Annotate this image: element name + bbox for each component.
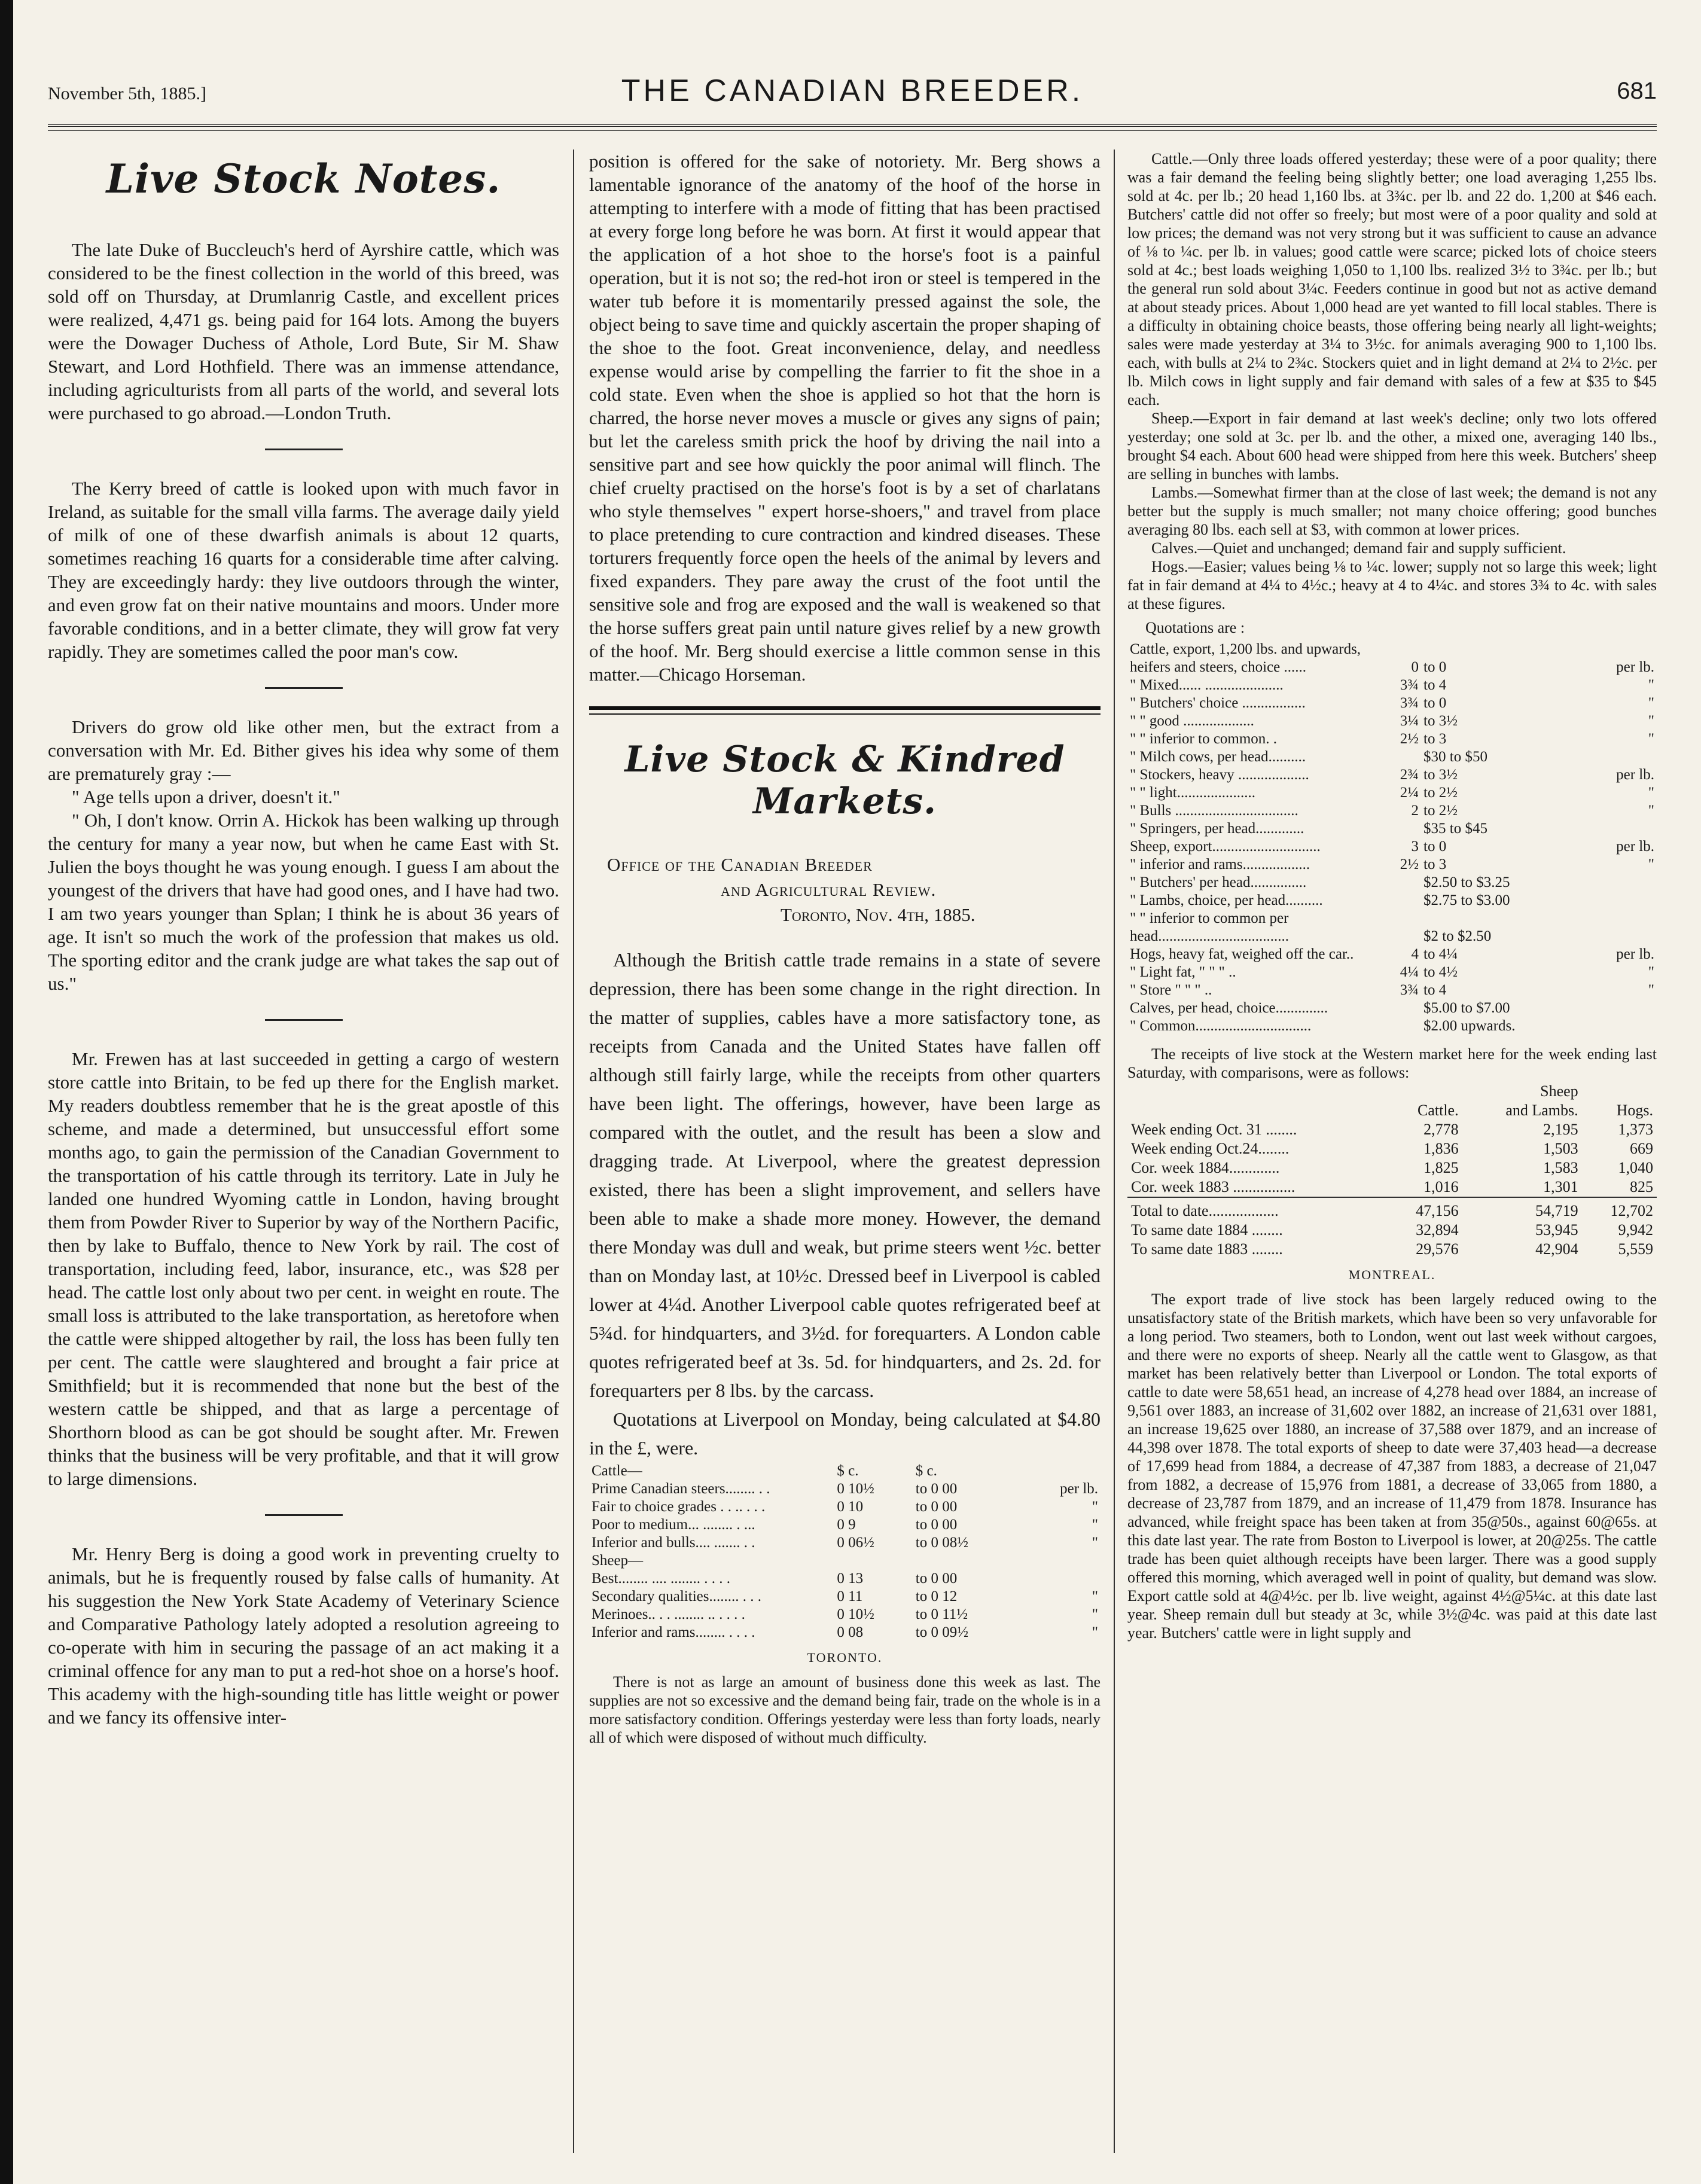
table-header-cell: Cattle— [592,1463,642,1479]
table-cell: To same date 1884 ........ [1131,1221,1283,1239]
table-cell: Total to date.................. [1127,1197,1387,1221]
table-cell: $35 to $45 [1423,820,1487,837]
table-cell [1584,748,1657,766]
office-line: Office of the Canadian Breeder [607,854,873,875]
table-cell: $2.50 to $3.25 [1423,874,1510,890]
table-cell: Week ending Oct. 31 ........ [1131,1121,1297,1138]
office-line: and Agricultural Review. [721,879,937,900]
table-cell: 2½ [1400,856,1419,873]
table-cell: " [1648,964,1654,980]
toronto-quotations-table [1127,640,1657,1035]
table-subheader-row [589,1552,1101,1570]
table-cell [1020,1570,1101,1588]
table-cell: 0 10 [837,1499,864,1515]
section-title-markets: Live Stock & Kindred Markets. [624,739,1065,822]
table-cell: " [1648,785,1654,801]
table-cell: 12,702 [1582,1197,1657,1221]
table-row [1127,1158,1657,1178]
table-cell: to 4¼ [1423,946,1458,962]
table-cell: " [1092,1499,1098,1515]
market-report-paragraph: Although the British cattle trade remains in a state of severe depression, there has been some change in the right direction. In the matter of supplies, cables have a more satisfactory tone, as receipts from Canada and the United States have fallen off although still fairly large, while the receipts from other quarters have been light. The offerings, however, have been large as compared with the outlet, and the result has been a slow and dragging trade. At Liverpool, where the greatest depression existed, there has been a slight improvement, and sellers have been able to make a shade more money. However, the demand there Monday was dull and weak, but prime steers went ½c. better than on Monday last, at 10½c. Dressed beef in Liverpool is cabled lower at 4¼d. Another Liverpool cable quotes refrigerated beef at 5¾d. for hindquarters, and 3½d. for forequarters. A London cable quotes refrigerated beef at 3s. 5d. for hindquarters, and 2s. 2d. for forequarters per 8 lbs. by the carcass. [589,949,1101,1401]
table-cell [1421,640,1584,658]
column-rule [573,150,574,2153]
liverpool-quotations-table [589,1462,1101,1642]
table-cell: 1,825 [1423,1159,1459,1176]
table-cell: Best........ .... ........ . . . . [592,1570,730,1587]
article-separator [265,1514,343,1516]
table-row [589,1588,1101,1606]
table-cell: 1,040 [1618,1159,1653,1176]
table-cell: Hogs, heavy fat, weighed off the car.. [1130,946,1354,962]
table-cell [1382,910,1421,928]
page-number: 681 [1617,78,1657,104]
table-row [1127,1240,1657,1259]
table-cell: to 2½ [1423,803,1458,819]
table-header-cell [1127,1082,1387,1101]
table-cell: head................................... [1130,928,1289,944]
table-cell: 0 10½ [837,1606,874,1622]
page-header [48,72,1657,120]
market-paragraph-lambs: Lambs.—Somewhat firmer than at the close of last week; the demand is not any better but the supply is much smaller; not many choice offering; good bunches averaging 80 lbs. each sell at $3, with common at lower prices. [1127,484,1657,538]
table-row [1127,1178,1657,1197]
table-cell: 1,301 [1543,1178,1578,1195]
table-cell: 0 9 [837,1517,856,1533]
table-header-cell: and Lambs. [1505,1102,1578,1119]
table-cell [1584,640,1657,658]
table-row [1127,694,1657,712]
table-cell: $2.75 to $3.00 [1423,892,1510,908]
table-cell: 0 08 [837,1624,864,1640]
table-cell: Prime Canadian steers........ . . [592,1481,770,1497]
table-subheader: Sheep— [592,1552,644,1569]
section-rule [589,713,1101,715]
table-cell: 1,016 [1423,1178,1459,1195]
table-cell: 0 13 [837,1570,864,1587]
article-paragraph: " Oh, I don't know. Orrin A. Hickok has been walking up through the century for many a year now, but when he came East with St. Julien the boys thought he was young enough. I guess I am about the youngest of the drivers that have had good ones, and I have had two. I am two years younger than Splan; I think he is about 36 years of age. It isn't so much the work of the profession that makes us old. The sporting editor and the crank judge are what takes the sap out of us." [48,810,559,994]
table-row [1127,1221,1657,1240]
table-row [1127,730,1657,748]
table-cell: to 0 [1423,659,1447,675]
table-cell: Merinoes.. . . ........ .. . . . . [592,1606,745,1622]
subsection-heading-montreal: MONTREAL. [1348,1267,1436,1282]
table-row [1127,784,1657,802]
table-cell: " " good ................... [1130,713,1254,729]
table-row [589,1480,1101,1498]
table-cell: per lb. [1060,1481,1098,1497]
table-cell: " Mixed...... ..................... [1130,677,1284,693]
table-cell: Inferior and bulls.... ....... . . [592,1535,755,1551]
table-cell: to 4 [1423,677,1447,693]
section-rule [589,706,1101,710]
table-cell: to 2½ [1423,785,1458,801]
table-cell: 2,778 [1423,1121,1459,1138]
table-cell: " Milch cows, per head.......... [1130,749,1306,765]
table-cell: Secondary qualities........ . . . [592,1588,761,1605]
table-cell: 825 [1630,1178,1653,1195]
table-cell: Cattle, export, 1,200 lbs. and upwards, [1130,641,1361,657]
table-cell: to 0 [1423,695,1447,711]
table-cell: " [1648,982,1654,998]
table-cell: 2¾ [1400,767,1419,783]
article-separator [265,1019,343,1021]
table-cell: to 0 12 [915,1588,958,1605]
table-cell: " Bulls ................................. [1130,803,1298,819]
section-title-live-stock-notes: Live Stock Notes. [106,155,501,202]
table-header-cell: $ c. [915,1463,937,1479]
table-cell: 3¾ [1400,695,1419,711]
table-cell: 2¼ [1400,785,1419,801]
table-cell: per lb. [1616,946,1654,962]
table-row [1127,945,1657,963]
table-row [1127,748,1657,766]
table-cell: " " light..................... [1130,785,1255,801]
receipts-intro: The receipts of live stock at the Western market here for the week ending last Saturday, with comparisons, were as follows: [1127,1045,1657,1081]
table-cell: to 3½ [1423,713,1458,729]
table-cell: 32,894 [1416,1221,1459,1239]
table-cell: 4¼ [1400,964,1419,980]
table-row [1127,1120,1657,1139]
table-cell: " " inferior to common. . [1130,731,1278,747]
table-header-cell: Hogs. [1616,1102,1653,1119]
table-row [1127,802,1657,820]
table-row [589,1534,1101,1552]
table-cell: " Stockers, heavy ................... [1130,767,1309,783]
table-cell: 3¾ [1400,677,1419,693]
table-row [1127,658,1657,676]
table-row [1127,838,1657,856]
table-row [1127,712,1657,730]
table-cell: 3 [1411,838,1419,855]
table-row [1127,820,1657,838]
table-row [1127,874,1657,892]
table-row [1127,963,1657,981]
table-row [1127,1017,1657,1035]
table-cell: 2,195 [1543,1121,1578,1138]
column-market-reports [1127,150,1657,2153]
table-header-cell: $ c. [837,1463,859,1479]
table-row [1127,676,1657,694]
column-rule [1114,150,1115,2153]
table-cell: 1,836 [1423,1140,1459,1157]
table-cell: $5.00 to $7.00 [1423,1000,1510,1016]
table-cell: " [1648,856,1654,873]
table-cell: " [1092,1624,1098,1640]
page-spine [0,0,13,2184]
table-cell: per lb. [1616,838,1654,855]
issue-date: November 5th, 1885.] [48,84,206,103]
table-cell: " [1648,695,1654,711]
table-cell [1382,928,1421,945]
table-header-row [1127,1082,1657,1101]
liverpool-quotations-intro: Quotations at Liverpool on Monday, being calculated at $4.80 in the £, were. [589,1408,1101,1459]
table-row [589,1570,1101,1588]
receipts-table [1127,1082,1657,1259]
table-cell: to 0 08½ [915,1535,968,1551]
table-cell: 42,904 [1535,1240,1578,1258]
table-cell: 669 [1630,1140,1653,1157]
column-live-stock-notes [48,150,559,2153]
table-row [1127,892,1657,910]
table-cell: " [1092,1535,1098,1551]
table-cell: " Light fat, " " " .. [1130,964,1236,980]
subsection-heading-toronto: TORONTO. [807,1650,883,1665]
table-row [589,1606,1101,1624]
table-cell: 54,719 [1462,1197,1582,1221]
column-markets [589,150,1101,2153]
article-paragraph: " Age tells upon a driver, doesn't it." [72,786,340,807]
table-cell: 0 06½ [837,1535,874,1551]
table-row [1127,981,1657,999]
table-row [1127,1139,1657,1158]
article-continuation: position is offered for the sake of notoriety. Mr. Berg shows a lamentable ignorance of the anatomy of the hoof of the horse in attempting to interfere with a mode of fitting that has been practised at every forge long before he was born. At first it would appear that the application of a hot shoe to the horse's foot is a painful operation, but it is not so; the red-hot iron or steel is tempered in the water tub before it is momentarily pressed against the sole, the object being to save time and quickly ascertain the proper shaping of the shoe to the foot. Great inconvenience, delay, and needless expense would arise by compelling the farrier to fit the shoe in a cold state. Even when the shoe is applied so hot that the horn is charred, the horse never moves a muscle or gives any signs of pain; but let the careless smith prick the hoof by driving the nail into a sensitive part and see how quickly the poor animal will flinch. The chief cruelty practised on the horse's foot is by a set of charlatans who style themselves " expert horse-shoers," and travel from place to place pretending to cure contraction and kindred diseases. These torturers frequently force open the heels of the animal by levers and fixed expanders. They pare away the crust of the foot until the sensitive sole and frog are exposed and the wall is weakened so that the horse suffers great pain until nature gives relief by a new growth of the hoof. Mr. Berg should exercise a little common sense in this matter.—Chicago Horseman. [589,151,1101,685]
table-row [1127,928,1657,945]
table-cell: Week ending Oct.24........ [1131,1140,1290,1157]
table-cell: $30 to $50 [1423,749,1487,765]
table-row [589,1516,1101,1534]
office-dateline [589,852,1101,928]
table-cell: " Common............................... [1130,1018,1312,1034]
table-cell: 29,576 [1416,1240,1459,1258]
table-cell: " inferior and rams.................. [1130,856,1310,873]
market-paragraph-hogs: Hogs.—Easier; values being ⅛ to ¼c. lower; supply not so large this week; light fat in fair demand at 4¼ to 4½c.; heavy at 4 to 4¼c. and stores 3¾ to 4c. with sales at these figures. [1127,558,1657,612]
table-cell: to 0 09½ [915,1624,968,1640]
article-paragraph: The Kerry breed of cattle is looked upon with much favor in Ireland, as suitable for the small villa farms. The average daily yield of milk of one of these dwarfish animals is about 12 quarts, sometimes reaching 16 quarts for a considerable time after calving. They are exceedingly hardy: they live outdoors through the winter, and even grow fat on their native mountains and moors. Under more favorable conditions, and in a better climate, they will grow fat very rapidly. They are sometimes called the poor man's cow. [48,478,559,662]
table-cell: 1,373 [1618,1121,1653,1138]
table-cell: " [1648,803,1654,819]
montreal-report-paragraph: The export trade of live stock has been largely reduced owing to the unsatisfactory state of the British markets, which have been so very unfavorable for a long period. Two steamers, both to London, went out last week without cargoes, and there were no exports of sheep. Nearly all the cattle went to Glasgow, as that market has been relatively better than Liverpool or London. The total exports of cattle to date were 58,651 head, an increase of 4,278 head over 1884, an increase of 9,561 over 1883, an increase of 31,602 over 1882, an increase of 21,631 over 1881, an increase 19,625 over 1880, an increase of 37,588 over 1879, and an increase of 44,398 over 1878. The total exports of sheep to date were 37,403 head—a decrease of 17,699 head from 1884, a decrease of 47,387 from 1883, a decrease of 21,047 from 1882, a decrease of 15,976 from 1881, a decrease of 33,065 from 1880, a decrease of 23,787 from 1879, and an increase of 11,479 from 1878. Insurance has advanced, while freight space has been taken at from 35@50s., against 60@65s. at this date last year. The rate from Boston to Liverpool is lower, at 20@25s. The cattle trade has been quiet although receipts have been larger. There was a good supply offered this morning, which averaged well in point of quality, but demand was slow. Export cattle sold at 4@4½c. per lb. live weight, against 4½@5¼c. at this date last year. Sheep remain dull but steady at 3c, while 3½@4c. was paid at this date last year. Butchers' cattle were in light supply and [1127,1291,1657,1642]
table-cell: to 0 00 [915,1570,958,1587]
article-paragraph: The late Duke of Buccleuch's herd of Ayrshire cattle, which was considered to be the finest collection in the world of this breed, was sold off on Thursday, at Drumlanrig Castle, and excellent prices were realized, 4,471 gs. being paid for 164 lots. Among the buyers were the Dowager Duchess of Athole, Lord Bute, Sir M. Shaw Stewart, and Lord Hothfield. There was an immense attendance, including agriculturists from all parts of the world, and several lots were purchased to go abroad.—London Truth. [48,239,559,423]
table-cell [1584,1017,1657,1035]
table-cell: to 0 00 [915,1517,958,1533]
table-cell: 5,559 [1618,1240,1653,1258]
table-cell: 47,156 [1387,1197,1462,1221]
table-cell: " Store " " " .. [1130,982,1212,998]
table-cell: to 0 [1423,838,1447,855]
table-cell: To same date 1883 ........ [1131,1240,1283,1258]
table-cell: 53,945 [1535,1221,1578,1239]
table-cell: 0 [1411,659,1419,675]
market-paragraph-calves: Calves.—Quiet and unchanged; demand fair and supply sufficient. [1151,539,1566,557]
table-cell: to 3 [1423,731,1447,747]
office-dateline-date: Toronto, Nov. 4th, 1885. [781,904,976,925]
table-cell: 3¼ [1400,713,1419,729]
table-header-row [589,1462,1101,1480]
table-cell: " [1648,731,1654,747]
table-row [1127,766,1657,784]
table-cell [1584,928,1657,945]
table-cell [1382,1017,1421,1035]
table-row [1127,640,1657,658]
table-cell: Calves, per head, choice.............. [1130,1000,1328,1016]
table-cell [1421,910,1584,928]
table-cell: to 3½ [1423,767,1458,783]
table-cell: " Lambs, choice, per head.......... [1130,892,1323,908]
table-cell: to 0 00 [915,1499,958,1515]
table-cell [1584,910,1657,928]
table-cell: " [1648,713,1654,729]
market-paragraph-cattle: Cattle.—Only three loads offered yesterday; these were of a poor quality; there was a fair demand the feeling being slightly better; one load averaging 1,255 lbs. sold at 4c. per lb.; 20 head 1,160 lbs. at 3¾c. per lb. and 22 do. 1,200 at $46 each. Butchers' cattle did not offer so freely; but most were of a poor quality and sold at low prices; the demand was not very strong but it was sufficient to cause an advance of ⅛ to ¼c. per lb. in values; good cattle were scarce; picked lots of choice steers sold at 4c.; best loads weighing 1,050 to 1,100 lbs. realized 3½ to 3¾c. per lb.; but the general run sold about 3¼c. Feeders continue in good but not as active demand at about steady prices. About 1,000 head are yet wanted to fill local stables. There is a difficulty in obtaining choice beasts, those offering being nearly all light-weights; sales were made yesterday at 3¼ to 3½c. for animals averaging 900 to 1,100 lbs. each, with bulls at 2¼ to 2¾c. Stockers quiet and in light demand at 2¼ to 2½c. per lb. Milch cows in light supply and fair demand with sales of a few at $35 to $45 each. [1127,150,1657,408]
article-paragraph: Drivers do grow old like other men, but the extract from a conversation with Mr. Ed. Bither gives his idea why some of them are prematurely gray :— [48,716,559,784]
table-row [589,1498,1101,1516]
table-cell: Poor to medium... ........ . ... [592,1517,755,1533]
table-cell: 0 10½ [837,1481,874,1497]
article-separator [265,449,343,450]
header-rule [48,124,1657,131]
toronto-report-paragraph: There is not as large an amount of business done this week as last. The supplies are not so excessive and the demand being fair, trade on the whole is in a more satisfactory condition. Offerings yesterday were less than forty loads, nearly all of which were disposed of without much difficulty. [589,1673,1101,1746]
table-cell: $2.00 upwards. [1423,1018,1516,1034]
table-cell: to 3 [1423,856,1447,873]
table-cell: " [1092,1588,1098,1605]
quotations-intro: Quotations are : [1145,619,1245,636]
table-row [1127,910,1657,928]
table-cell: to 0 11½ [915,1606,968,1622]
article-paragraph: Mr. Henry Berg is doing a good work in preventing cruelty to animals, but he is frequently roused by false calls of humanity. At his suggestion the New York State Academy of Veterinary Science and Comparative Pathology lately adopted a resolution agreeing to co-operate with him in securing the passage of an act making it a criminal offence for any man to put a red-hot shoe on a horse's hoof. This academy with the high-sounding title has little weight or power and we fancy its offensive inter- [48,1544,559,1728]
table-cell [1382,640,1421,658]
table-cell: 3¾ [1400,982,1419,998]
table-cell: " [1648,677,1654,693]
table-cell: Inferior and rams........ . . . . [592,1624,755,1640]
table-cell: 4 [1411,946,1419,962]
table-header-row [1127,1101,1657,1120]
table-row [1127,1197,1657,1221]
table-cell: 2 [1411,803,1419,819]
table-row [1127,999,1657,1017]
table-cell [1584,820,1657,838]
table-cell: to 4 [1423,982,1447,998]
table-cell: Cor. week 1884............. [1131,1159,1280,1176]
market-paragraph-sheep: Sheep.—Export in fair demand at last week's decline; only two lots offered yesterday; one sold at 3c. per lb. and the other, a mixed one, averaging 140 lbs., brought $4 each. About 600 head were shipped from here this week. Butchers' sheep are selling in bunches with lambs. [1127,410,1657,483]
table-cell [1382,874,1421,892]
table-cell: 1,503 [1543,1140,1578,1157]
article-paragraph: Mr. Frewen has at last succeeded in getting a cargo of western store cattle into Britain, to be fed up there for the English market. My readers doubtless remember that he is the great apostle of this scheme, and made a determined, but unsuccessful effort some months ago, to gain the permission of the Canadian Government to the transportation of his cattle through its territory. Late in July he landed one hundred Wyoming cattle in London, having brought them from Powder River to Superior by way of the Northern Pacific, then by lake to Buffalo, thence to New York by rail. The cost of transportation, including feed, labor, insurance, etc., was $28 per head. The cattle lost only about two per cent. in weight en route. The small loss is attributed to the lake transportation, as heretofore when the cattle were shipped altogether by rail, the loss has been fully ten per cent. The cattle were slaughtered and brought a fair price at Smithfield; but it is recommended that none but the best of the western cattle be shipped, and that as large a percentage of Shorthorn blood as can be got should be sought after. Mr. Frewen thinks that the business will be very profitable, and that it will grow to large dimensions. [48,1048,559,1489]
table-row [1127,856,1657,874]
table-cell: $2 to $2.50 [1423,928,1492,944]
table-cell [1584,874,1657,892]
table-cell: Sheep, export............................. [1130,838,1321,855]
table-cell: per lb. [1616,767,1654,783]
table-cell [1382,748,1421,766]
table-cell [1382,999,1421,1017]
table-cell: Fair to choice grades . . .. . . . [592,1499,766,1515]
table-cell: 1,583 [1543,1159,1578,1176]
table-row [589,1624,1101,1642]
table-cell: heifers and steers, choice ...... [1130,659,1307,675]
table-header-cell: Sheep [1540,1082,1578,1100]
publication-title: THE CANADIAN BREEDER. [621,74,1084,108]
table-header-cell: Cattle. [1417,1102,1459,1119]
table-cell: " Butchers' per head............... [1130,874,1307,890]
table-cell: " " inferior to common per [1130,910,1289,926]
table-cell: to 4½ [1423,964,1458,980]
table-cell: " [1092,1606,1098,1622]
table-cell [1584,999,1657,1017]
table-cell [1584,892,1657,910]
table-cell: 9,942 [1618,1221,1653,1239]
table-cell: to 0 00 [915,1481,958,1497]
table-cell: " Butchers' choice ................. [1130,695,1306,711]
table-cell: " [1092,1517,1098,1533]
table-cell: " Springers, per head............. [1130,820,1304,837]
table-cell: 0 11 [837,1588,863,1605]
article-separator [265,687,343,689]
table-cell: Cor. week 1883 ................ [1131,1178,1295,1195]
table-cell [1382,820,1421,838]
table-cell: 2½ [1400,731,1419,747]
table-cell: per lb. [1616,659,1654,675]
table-cell [1382,892,1421,910]
